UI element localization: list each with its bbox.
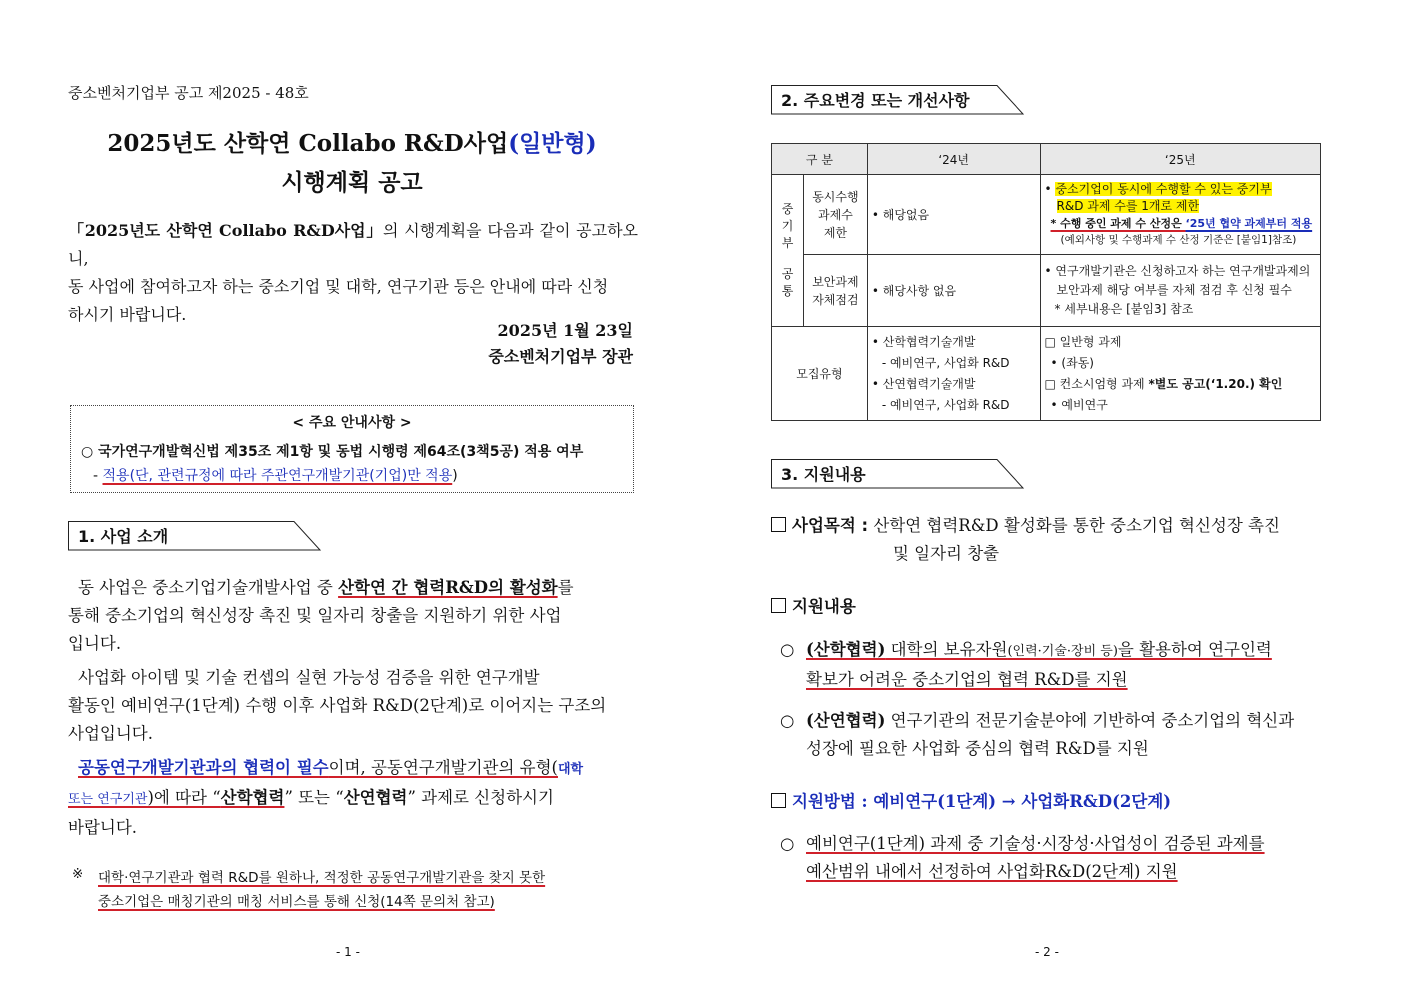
text: 연구기관의 전문기술분야에 기반하여 중소기업의 혁신과 [885, 711, 1295, 730]
text: 지원방법 : 예비연구(1단계) → 사업화R&D(2단계) [792, 792, 1172, 811]
notice-subitem [93, 465, 633, 485]
table-header: 구 분 [772, 144, 868, 175]
s1-highlight: 산학연 간 협력R&D의 활성화 [338, 578, 558, 597]
notice-number: 중소벤처기업부 공고 제2025 - 48호 [68, 84, 309, 102]
group-gap [776, 252, 799, 266]
text: ” 또는 “ [284, 788, 344, 807]
text: • 예비연구 [1050, 397, 1108, 412]
row-label [803, 255, 867, 327]
table-row [772, 327, 1321, 421]
notice-item: ○ 국가연구개발혁신법 제35조 제1항 및 동법 시행령 제64조(3책5공) 적용 여부 [81, 444, 584, 460]
text: R&D 과제 수를 1개로 제한 [1056, 198, 1200, 213]
announce-date: 2025년 1월 23일 [497, 321, 633, 340]
text: (인력·기술·장비 등) [1007, 644, 1118, 659]
s1-note-mark: ※ [72, 866, 84, 882]
cell-24: • 해당없음 [867, 175, 1040, 255]
text: (산연협력) [806, 711, 886, 730]
cell-25 [1040, 327, 1320, 421]
label-line: 보안과제 [812, 274, 859, 289]
group-char: 중 [781, 202, 794, 216]
s1-note-l1: 대학·연구기관과 협력 R&D를 원하나, 적정한 공동연구개발기관을 찾지 못한 [98, 870, 546, 886]
intro-text: 동 사업에 참여하고자 하는 중소기업 및 대학, 연구기관 등은 안내에 따라 신청 [68, 277, 609, 296]
group-char: 공 [781, 267, 794, 281]
row-label [803, 175, 867, 255]
s1-p1-l2: 통해 중소기업의 혁신성장 촉진 및 일자리 창출을 지원하기 위한 사업 [68, 606, 562, 625]
text: * 세부내용은 [붙임3] 참조 [1054, 302, 1194, 316]
section3-tag [771, 459, 1025, 487]
text: ‘25년 협약 과제부터 적용 [1185, 216, 1313, 230]
text: 보안과제 해당 여부를 자체 점검 후 신청 필수 [1056, 283, 1292, 297]
text: • 연구개발기관은 신청하고자 하는 연구개발과제의 [1044, 264, 1311, 278]
checkbox-icon [771, 793, 786, 808]
support-item1 [806, 636, 1340, 694]
checkbox-icon [771, 517, 786, 532]
row-label: 모집유형 [772, 327, 868, 421]
notice-sub-c: ) [452, 468, 458, 484]
text: 대학의 보유자원 [885, 640, 1008, 659]
announce-signer: 중소벤처기업부 장관 [488, 347, 633, 366]
bullet-circle: ○ [780, 834, 795, 853]
s1-p1-l1 [68, 574, 638, 602]
text: 중소기업이 동시에 수행할 수 있는 중기부 [1055, 181, 1272, 196]
group-char: 부 [781, 236, 794, 250]
section3-body [771, 512, 1341, 568]
title-type: (일반형) [508, 130, 597, 157]
text: 성장에 필요한 사업화 중심의 협력 R&D를 지원 [806, 739, 1149, 758]
text: * 수행 중인 과제 수 산정은 [1050, 216, 1186, 230]
text: • 산학협력기술개발 [871, 334, 976, 349]
text: - 예비연구, 사업화 R&D [881, 397, 1010, 412]
text: 대학 [557, 762, 584, 777]
text: 또는 연구기관 [68, 792, 148, 807]
text: 이며, 공동연구개발기관의 유형( [328, 758, 558, 777]
bullet-circle: ○ [780, 711, 795, 730]
notice-box [70, 405, 634, 493]
cell-25-l2 [1045, 198, 1316, 215]
s1-p2-l3: 사업입니다. [68, 724, 153, 743]
section1-title: 1. 사업 소개 [78, 527, 169, 546]
section3-title: 3. 지원내용 [781, 465, 866, 484]
method-heading [771, 788, 1171, 816]
text: • 산연협력기술개발 [871, 376, 976, 391]
bullet-circle: ○ [780, 640, 795, 659]
s1-p3-l3: 바랍니다. [68, 818, 138, 837]
support-heading [771, 593, 856, 621]
section2-title: 2. 주요변경 또는 개선사항 [781, 91, 970, 110]
s1-p3-l1 [68, 754, 638, 784]
text: 산연협력 [343, 788, 408, 807]
section1-tag [68, 521, 322, 549]
table-header-row [772, 144, 1321, 175]
cell-24: • 해당사항 없음 [867, 255, 1040, 327]
text: (산학협력) [806, 640, 886, 659]
text: ” 과제로 신청하시기 [407, 788, 554, 807]
text: 동 사업은 중소기업기술개발사업 중 [78, 578, 339, 597]
text: 산학연 협력R&D 활성화를 통한 중소기업 혁신성장 촉진 [873, 516, 1280, 535]
s1-note [98, 866, 638, 914]
page-number-2: - 2 - [1035, 945, 1059, 959]
text: • (좌동) [1050, 355, 1094, 370]
text: 예산범위 내에서 선정하여 사업화R&D(2단계) 지원 [806, 862, 1178, 881]
s1-required: 공동연구개발기관과의 협력이 필수 [78, 758, 329, 777]
group-char: 기 [781, 219, 794, 233]
text: - 예비연구, 사업화 R&D [881, 355, 1010, 370]
s1-p1-l3: 입니다. [68, 634, 122, 653]
table-row [772, 255, 1321, 327]
cell-25-note [1045, 215, 1316, 232]
notice-heading: < 주요 안내사항 > [292, 415, 412, 431]
label-line: 제한 [823, 225, 847, 240]
text: *별도 공고(‘1.20.) 확인 [1148, 376, 1283, 391]
notice-dash: - [93, 468, 103, 484]
cell-25-l3 [1045, 374, 1316, 395]
intro-text: 의 시행계획을 다음과 같이 공고하오니, [68, 221, 639, 268]
section1-body [68, 574, 638, 842]
text: □ 컨소시엄형 과제 [1044, 376, 1149, 391]
s1-p2-l2: 활동인 예비연구(1단계) 수행 이후 사업화 R&D(2단계)로 이어지는 구조의 [68, 696, 607, 715]
text: 확보가 어려운 중소기업의 협력 R&D를 지원 [806, 670, 1128, 689]
s1-p2-l1: 사업화 아이템 및 기술 컨셉의 실현 가능성 검증을 위한 연구개발 [78, 668, 540, 687]
text: 을 활용하여 연구인력 [1117, 640, 1272, 659]
label-line: 자체점검 [812, 292, 859, 307]
notice-sub-b: 주관연구개발기관(기업)만 적용 [261, 468, 453, 484]
cell-25-note2: (예외사항 및 수행과제 수 산정 기준은 [붙임1]참조) [1060, 233, 1297, 246]
purpose-line1 [771, 512, 1341, 540]
table-row [772, 175, 1321, 255]
cell-25 [1040, 175, 1320, 255]
page-title [68, 125, 636, 158]
changes-table [771, 143, 1321, 421]
support-item2 [806, 707, 1340, 763]
intro-text: 하시기 바랍니다. [68, 305, 187, 324]
text: 를 [557, 578, 574, 597]
intro-business-name: 「2025년도 산학연 Collabo R&D사업」 [68, 221, 384, 240]
text: )에 따라 “ [147, 788, 221, 807]
page-number-1: - 1 - [336, 945, 360, 959]
group-char: 통 [781, 284, 794, 298]
text: 산학협력 [220, 788, 285, 807]
page-subtitle: 시행계획 공고 [281, 169, 423, 196]
label-line: 동시수행 [812, 189, 859, 204]
support-item3 [806, 830, 1340, 886]
cell-24 [867, 327, 1040, 421]
table-header: ‘24년 [867, 144, 1040, 175]
s1-note-l2: 중소기업은 매칭기관의 매칭 서비스를 통해 신청(14쪽 문의처 참고) [98, 894, 495, 910]
group-label-cell [772, 175, 804, 327]
label-line: 과제수 [818, 207, 853, 222]
text: 지원내용 [792, 597, 856, 616]
title-main: 2025년도 산학연 Collabo R&D사업 [107, 130, 509, 157]
section2-tag [771, 85, 1025, 113]
text: 사업목적 : [792, 516, 869, 535]
text: □ 일반형 과제 [1044, 334, 1122, 349]
cell-25-l1: • 중소기업이 동시에 수행할 수 있는 중기부 [1044, 181, 1272, 196]
intro-paragraph [68, 217, 638, 329]
s1-p3-l2 [68, 784, 638, 814]
cell-25 [1040, 255, 1320, 327]
purpose-line2: 및 일자리 창출 [893, 544, 1000, 563]
table-header: ‘25년 [1040, 144, 1320, 175]
notice-sub-a: 적용(단, 관련규정에 따라 [102, 468, 262, 484]
text: 예비연구(1단계) 과제 중 기술성·시장성·사업성이 검증된 과제를 [806, 834, 1265, 853]
checkbox-icon [771, 598, 786, 613]
